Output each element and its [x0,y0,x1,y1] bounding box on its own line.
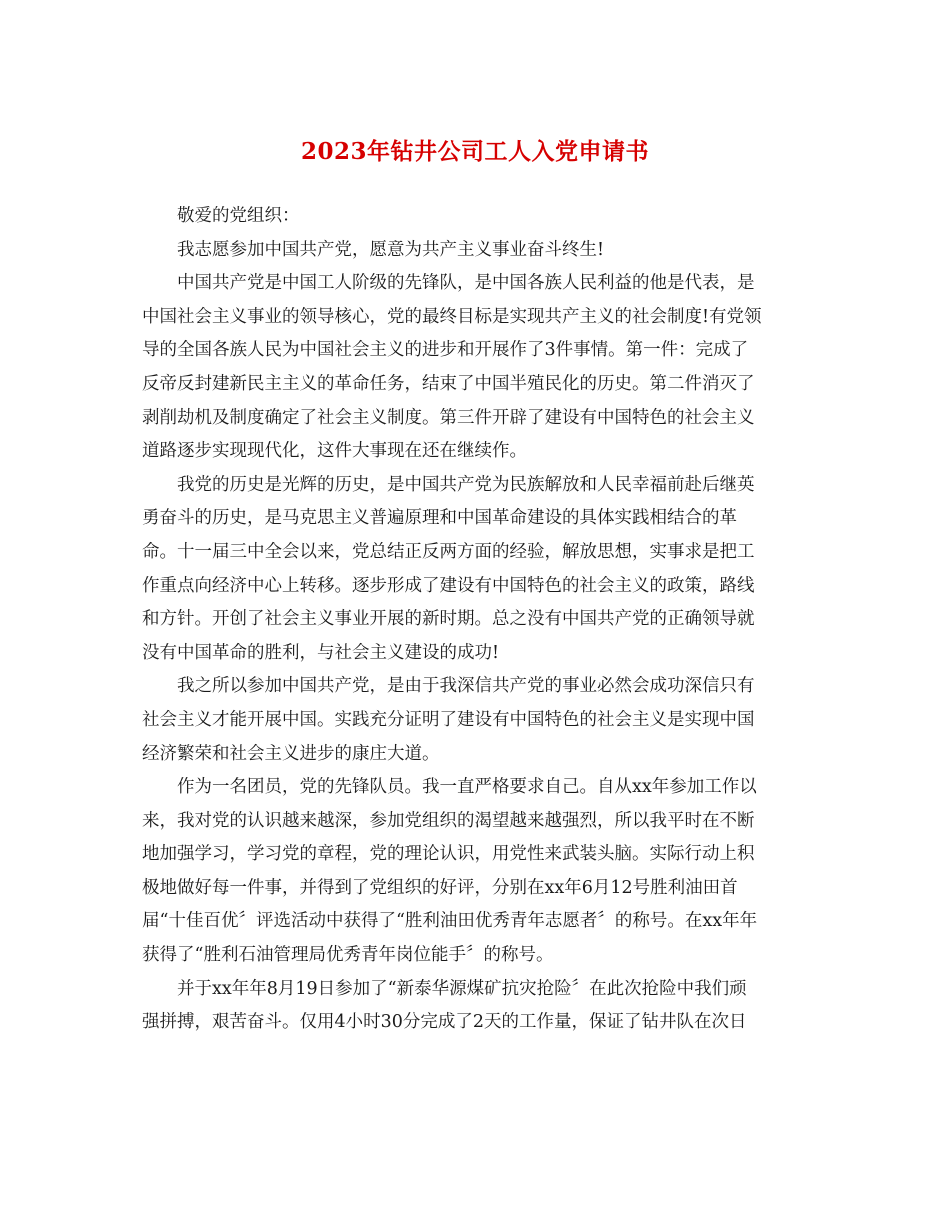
paragraph: 并于xx年年8月19日参加了“新泰华源煤矿抗灾抢险〞在此次抢险中我们顽 强拼搏，艰苦奋斗。仅用4小时30分完成了2天的工作量，保证了钻井队在次日 [142,978,747,1033]
document-title: 2023年钻井公司工人入党申请书 [300,138,649,165]
paragraph: 作为一名团员，党的先锋队员。我一直严格要求自己。自从xx年参加工作以 来，我对党的认识越来越深，参加党组织的渴望越来越强烈，所以我平时在不断 地加强学习，学习党的章程，党的理论认识，用党性来武装头脑。实际行动上积 极地做好每一件事，并得到了党组织的好评，分别在xx年6月12号胜利油田首 届“十佳百优〞评选活动中获得了“胜利油田优秀青年志愿者〞的称号。在xx年年 获得了“胜利石油管理局优秀青年岗位能手〞的称号。 [142,777,758,966]
paragraph: 我之所以参加中国共产党，是由于我深信共产党的事业必然会成功深信只有 社会主义才能开展中国。实践充分证明了建设有中国特色的社会主义是实现中国 经济繁荣和社会主义进步的康庄大道。 [142,676,755,764]
paragraph: 我志愿参加中国共产党，愿意为共产主义事业奋斗终生! [177,239,605,260]
salutation: 敬爱的党组织： [177,206,300,226]
paragraph: 我党的历史是光辉的历史，是中国共产党为民族解放和人民幸福前赴后继英 勇奋斗的历史，是马克思主义普遍原理和中国革命建设的具体实践相结合的革 命。十一届三中全会以来，党总结正反两方面的经验，解放思想，实事求是把工 作重点向经济中心上转移。逐步形成了建设有中国特色的社会主义的政策，路线 和方针。开创了社会主义事业开展的新时期。总之没有中国共产党的正确领导就 没有中国革命的胜利，与社会主义建设的成功! [142,474,755,663]
paragraph: 中国共产党是中国工人阶级的先锋队，是中国各族人民利益的他是代表，是 中国社会主义事业的领导核心，党的最终目标是实现共产主义的社会制度!有党领 导的全国各族人民为中国社会主义的进步和开展作了3件事情。第一件：完成了 反帝反封建新民主主义的革命任务，结束了中国半殖民化的历史。第二件消灭了 剥削劫机及制度确定了社会主义制度。第三件开辟了建设有中国特色的社会主义 道路逐步实现现代化，这件大事现在还在继续作。 [142,273,762,462]
document-body [142,200,808,1040]
